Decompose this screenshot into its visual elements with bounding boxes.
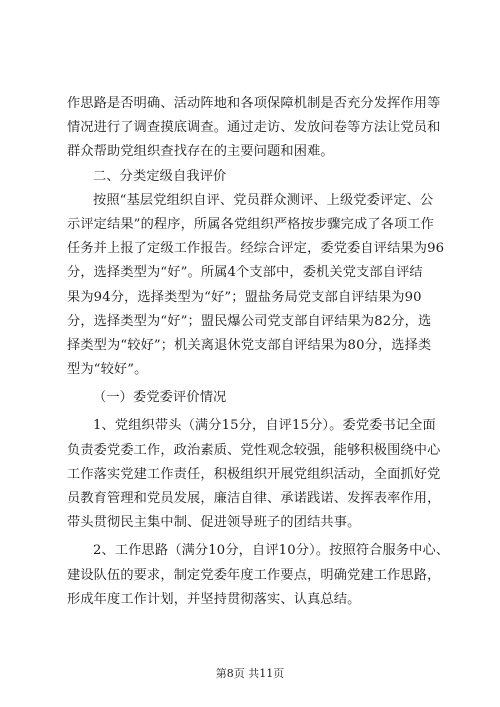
paragraph-item-2 bbox=[67, 539, 450, 612]
text-line: 择类型为“较好”；机关离退休党支部自评结果为80分，选择类 bbox=[67, 337, 432, 353]
text-line: 分，选择类型为“好”。所属4个支部中，委机关党支部自评结 bbox=[67, 265, 423, 281]
text-line: 按照“基层党组织自评、党员群众测评、上级党委评定、公 bbox=[93, 192, 434, 208]
text-line: 果为94分，选择类型为“好”；盟盐务局党支部自评结果为90 bbox=[67, 289, 422, 305]
paragraph-grading-procedure bbox=[67, 189, 445, 383]
section-heading-text: 二、分类定级自我评价 bbox=[93, 168, 227, 184]
subsection-heading bbox=[67, 386, 439, 410]
text-line: 2、工作思路（满分10分，自评10分）。按照符合服务中心、 bbox=[93, 543, 450, 559]
text-line: 负责委党委工作，政治素质、党性观念较强，能够积极围绕中心 bbox=[67, 442, 441, 458]
text-line: 分，选择类型为“好”；盟民爆公司党支部自评结果为82分，选 bbox=[67, 313, 432, 329]
section-heading bbox=[67, 165, 439, 189]
text-line: 任务并上报了定级工作报告。经综合评定，委党委自评结果为96 bbox=[67, 241, 445, 257]
text-line: 员教育管理和党员发展，廉洁自律、承诺践诺、发挥表率作用， bbox=[67, 491, 441, 506]
text-line: 工作落实党建工作责任，积极组织开展党组织活动，全面抓好党 bbox=[67, 466, 441, 482]
text-line: 示评定结果”的程序，所属各党组织严格按步骤完成了各项工作 bbox=[67, 216, 435, 232]
document-body bbox=[67, 92, 450, 612]
text-line: 作思路是否明确、活动阵地和各项保障机制是否充分发挥作用等 bbox=[67, 96, 441, 111]
text-line: 群众帮助党组织查找存在的主要问题和困难。 bbox=[67, 144, 334, 160]
subsection-heading-text: （一）委党委评价情况 bbox=[93, 390, 227, 406]
page-number: 第8页 共11页 bbox=[215, 667, 285, 680]
page-footer bbox=[0, 665, 500, 681]
text-line: 带头贯彻民主集中制、促进领导班子的团结共事。 bbox=[67, 515, 361, 531]
paragraph-intro bbox=[67, 92, 439, 165]
paragraph-item-1 bbox=[67, 414, 439, 535]
text-line: 建设队伍的要求，制定党委年度工作要点，明确党建工作思路， bbox=[67, 567, 441, 583]
text-line: 型为“较好”。 bbox=[67, 362, 148, 378]
text-line: 情况进行了调查摸底调查。通过走访、发放问卷等方法让党员和 bbox=[67, 120, 441, 136]
text-line: 形成年度工作计划，并坚持贯彻落实、认真总结。 bbox=[67, 591, 361, 607]
text-line: 1、党组织带头（满分15分，自评15分）。委党委书记全面 bbox=[93, 418, 436, 434]
